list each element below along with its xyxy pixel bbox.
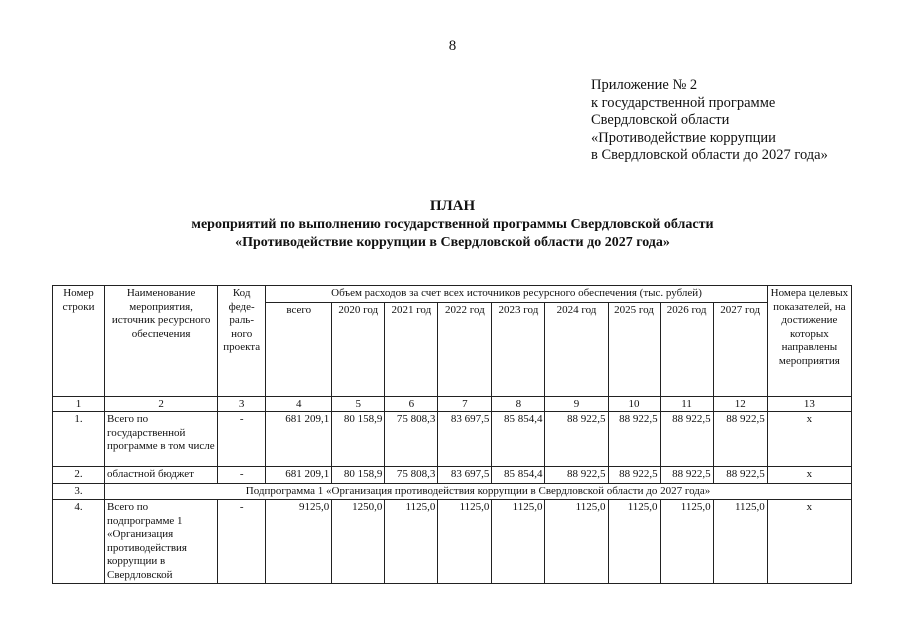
document-title [0,196,905,252]
row-year-value: 88 922,5 [545,412,608,467]
row-total: 9125,0 [266,500,332,584]
row-code: - [218,467,266,484]
row-name: областной бюджет [105,467,218,484]
title-program-name: «Противодействие коррупции в Свердловской области до 2027 года» [235,235,670,250]
column-number-row [53,397,852,412]
title-subtitle: мероприятий по выполнению государственной программы Свердловской области [191,217,714,232]
header-row-number: Номер строки [53,286,105,397]
row-targets: х [767,412,851,467]
row-year-value: 88 922,5 [660,467,713,484]
row-number: 2. [53,467,105,484]
header-year: 2021 год [385,302,438,396]
column-number: 4 [266,397,332,412]
title-plan: ПЛАН [429,198,476,214]
column-number: 8 [492,397,545,412]
row-year-value: 1125,0 [438,500,492,584]
header-code: Код феде-раль-ного проекта [218,286,266,397]
row-name: Всего по подпрограмме 1 «Организация противодействия коррупции в Свердловской [105,500,218,584]
table-row [53,467,852,484]
row-year-value: 1125,0 [713,500,767,584]
row-year-value: 88 922,5 [713,467,767,484]
header-total: всего [266,302,332,396]
row-year-value: 88 922,5 [608,412,660,467]
row-year-value: 80 158,9 [332,412,385,467]
row-year-value: 1250,0 [332,500,385,584]
row-year-value: 75 808,3 [385,412,438,467]
column-number: 3 [218,397,266,412]
row-year-value: 1125,0 [608,500,660,584]
row-number: 4. [53,500,105,584]
row-year-value: 88 922,5 [660,412,713,467]
header-year: 2022 год [438,302,492,396]
appendix-line: Свердловской области [591,112,730,129]
row-code: - [218,500,266,584]
row-year-value: 1125,0 [660,500,713,584]
row-year-value: 80 158,9 [332,467,385,484]
column-number: 2 [105,397,218,412]
header-year: 2027 год [713,302,767,396]
column-number: 10 [608,397,660,412]
appendix-line: в Свердловской области до 2027 года» [591,147,828,164]
header-expenses-group: Объем расходов за счет всех источников ресурсного обеспечения (тыс. рублей) [266,286,768,303]
table-row [53,412,852,467]
table-header-row [53,286,852,303]
row-year-value: 88 922,5 [713,412,767,467]
header-year: 2024 год [545,302,608,396]
column-number: 6 [385,397,438,412]
header-year: 2025 год [608,302,660,396]
row-year-value: 85 854,4 [492,467,545,484]
row-code: - [218,412,266,467]
row-year-value: 1125,0 [385,500,438,584]
row-year-value: 1125,0 [492,500,545,584]
appendix-line: Приложение № 2 [591,77,698,93]
table-row [53,483,852,500]
header-targets: Номера целевых показателей, на достижение которых направлены мероприятия [767,286,851,397]
row-year-value: 1125,0 [545,500,608,584]
column-number: 9 [545,397,608,412]
row-year-value: 88 922,5 [608,467,660,484]
appendix-block [591,77,828,165]
row-total: 681 209,1 [266,412,332,467]
column-number: 7 [438,397,492,412]
header-name: Наименование мероприятия, источник ресурсного обеспечения [105,286,218,397]
row-year-value: 85 854,4 [492,412,545,467]
row-year-value: 75 808,3 [385,467,438,484]
header-year: 2026 год [660,302,713,396]
row-total: 681 209,1 [266,467,332,484]
row-name: Всего по государственной программе в том числе [105,412,218,467]
row-targets: х [767,500,851,584]
subprogram-title: Подпрограмма 1 «Организация противодействия коррупции в Свердловской области до 2027 года» [105,483,852,500]
column-number: 11 [660,397,713,412]
header-year: 2023 год [492,302,545,396]
column-number: 13 [767,397,851,412]
row-number: 1. [53,412,105,467]
header-year: 2020 год [332,302,385,396]
plan-table [52,285,852,584]
column-number: 1 [53,397,105,412]
column-number: 5 [332,397,385,412]
row-number: 3. [53,483,105,500]
row-targets: х [767,467,851,484]
appendix-line: «Противодействие коррупции [591,129,776,146]
row-year-value: 83 697,5 [438,412,492,467]
row-year-value: 88 922,5 [545,467,608,484]
page-number: 8 [448,38,457,54]
table-row [53,500,852,584]
appendix-line: к государственной программе [591,94,776,111]
column-number: 12 [713,397,767,412]
row-year-value: 83 697,5 [438,467,492,484]
